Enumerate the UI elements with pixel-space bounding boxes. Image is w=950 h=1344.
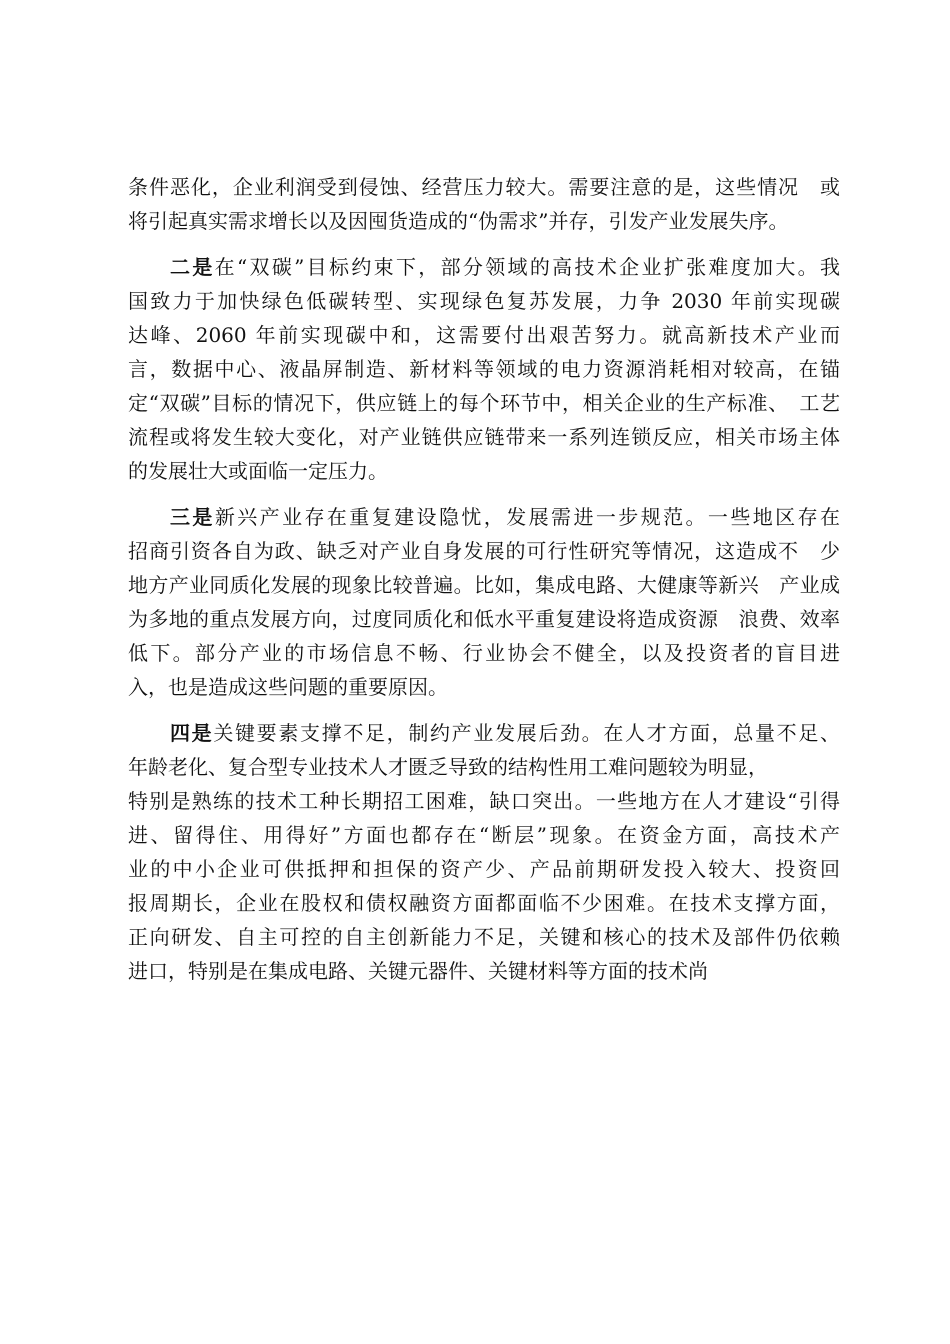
line-text: 特别是熟练的技术工种长期招工困难，缺口突出。一些地方在人才建设“引得 (128, 789, 840, 813)
line-text: 报周期长，企业在股权和债权融资方面都面临不少困难。在技术支撑方面， (128, 891, 840, 915)
line-text: 国致力于加快绿色低碳转型、实现绿色复苏发展，力争 2030 年前实现碳 (128, 289, 840, 313)
line-text: 招商引资各自为政、缺乏对产业自身发展的可行性研究等情况，这造成不 少 (128, 539, 840, 563)
text-line (128, 284, 840, 318)
line-text: 的发展壮大或面临一定压力。 (128, 459, 388, 483)
paragraph-lead: 三是 (170, 505, 215, 529)
text-line (128, 318, 840, 352)
line-text: 正向研发、自主可控的自主创新能力不足，关键和核心的技术及部件仍依赖 (128, 925, 840, 949)
line-text: 新兴产业存在重复建设隐忧，发展需进一步规范。一些地区存在 (214, 505, 840, 529)
text-line (128, 852, 840, 886)
line-text: 为多地的重点发展方向，过度同质化和低水平重复建设将造成资源 浪费、效率 (128, 607, 840, 631)
text-line (128, 602, 840, 636)
document-body (128, 170, 840, 1000)
text-line (128, 636, 840, 670)
line-text: 言，数据中心、液晶屏制造、新材料等领域的电力资源消耗相对较高，在锚 (128, 357, 840, 381)
text-line (128, 954, 840, 988)
text-line (128, 750, 840, 784)
text-line (128, 386, 840, 420)
text-line (128, 886, 840, 920)
text-line (128, 568, 840, 602)
paragraph-4 (128, 716, 840, 988)
line-text: 达峰、2060 年前实现碳中和，这需要付出艰苦努力。就高新技术产业而 (128, 323, 840, 347)
line-text: 关键要素支撑不足，制约产业发展后劲。在人才方面，总量不足、 (213, 721, 840, 745)
line-text: 条件恶化，企业利润受到侵蚀、经营压力较大。需要注意的是，这些情况 或 (128, 175, 840, 199)
line-text: 在“双碳”目标约束下，部分领域的高技术企业扩张难度加大。我 (214, 255, 840, 279)
line-text: 进口，特别是在集成电路、关键元器件、关键材料等方面的技术尚 (128, 959, 708, 983)
text-line (128, 170, 840, 204)
line-text: 低下。部分产业的市场信息不畅、行业协会不健全，以及投资者的盲目进 (128, 641, 840, 665)
text-line (128, 500, 840, 534)
line-text: 将引起真实需求增长以及因囤货造成的“伪需求”并存，引发产业发展失序。 (128, 209, 789, 233)
text-line (128, 250, 840, 284)
line-text: 入，也是造成这些问题的重要原因。 (128, 675, 448, 699)
text-line (128, 454, 840, 488)
paragraph-1 (128, 170, 840, 238)
text-line (128, 818, 840, 852)
text-line (128, 784, 840, 818)
text-line (128, 204, 840, 238)
paragraph-3 (128, 500, 840, 704)
paragraph-lead: 二是 (170, 255, 215, 279)
paragraph-lead: 四是 (170, 721, 214, 745)
text-line (128, 534, 840, 568)
text-line (128, 670, 840, 704)
line-text: 业的中小企业可供抵押和担保的资产少、产品前期研发投入较大、投资回 (128, 857, 840, 881)
text-line (128, 716, 840, 750)
line-text: 地方产业同质化发展的现象比较普遍。比如，集成电路、大健康等新兴 产业成 (128, 573, 840, 597)
text-line (128, 420, 840, 454)
text-line (128, 352, 840, 386)
line-text: 流程或将发生较大变化，对产业链供应链带来一系列连锁反应，相关市场主体 (128, 425, 840, 449)
paragraph-2 (128, 250, 840, 488)
text-line (128, 920, 840, 954)
line-text: 进、留得住、用得好”方面也都存在“断层”现象。在资金方面，高技术产 (128, 823, 840, 847)
line-text: 年龄老化、复合型专业技术人才匮乏导致的结构性用工难问题较为明显， (128, 755, 768, 779)
line-text: 定“双碳”目标的情况下，供应链上的每个环节中，相关企业的生产标准、 工艺 (128, 391, 840, 415)
